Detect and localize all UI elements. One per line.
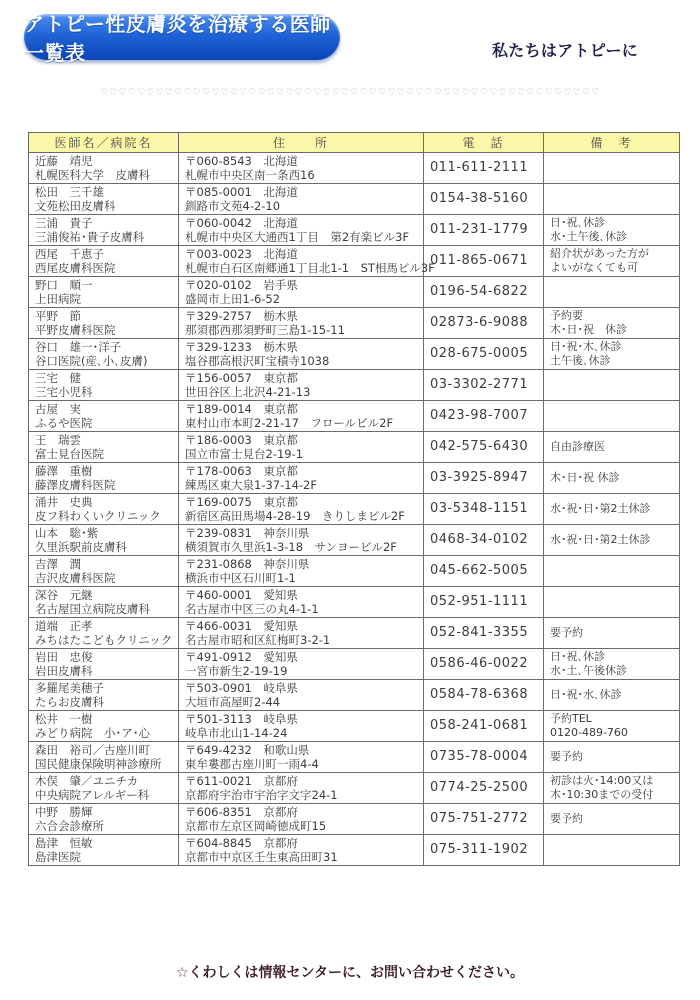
phone-cell: 0774-25-2500: [424, 773, 544, 804]
postal-code: 〒503-0901 岐阜県: [185, 681, 298, 695]
hospital-name: 上田病院: [35, 292, 81, 306]
hospital-name: 島津医院: [35, 850, 81, 864]
address-cell: [179, 804, 424, 835]
doctor-cell: [29, 525, 179, 556]
table-row: [29, 649, 680, 680]
doctor-name: 松井 一樹: [35, 712, 93, 726]
note-line-2: 木･日･祝 休診: [550, 323, 627, 336]
doctor-cell: [29, 742, 179, 773]
street-address: 横須賀市久里浜1-3-18 サンヨービル2F: [185, 540, 397, 554]
doctor-name: 古屋 実: [35, 402, 81, 416]
phone-cell: 0584-78-6368: [424, 680, 544, 711]
street-address: 札幌市中央区南一条西16: [185, 168, 315, 182]
hospital-name: 久里浜駅前皮膚科: [35, 540, 127, 554]
doctor-cell: [29, 308, 179, 339]
doctor-cell: [29, 649, 179, 680]
note-line-1: 水･祝･日･第2土休診: [550, 502, 651, 515]
phone-cell: 0154-38-5160: [424, 184, 544, 215]
street-address: 塩谷郡高根沢町宝積寺1038: [185, 354, 330, 368]
postal-code: 〒460-0001 愛知県: [185, 588, 298, 602]
note-line-2: よいがなくても可: [550, 261, 638, 274]
notes-cell: [544, 401, 680, 432]
doctor-name: 野口 順一: [35, 278, 93, 292]
doctor-cell: [29, 401, 179, 432]
street-address: 札幌市白石区南郷通1丁目北1-1 ST相馬ビル3F: [185, 261, 435, 275]
phone-cell: 045-662-5005: [424, 556, 544, 587]
phone-cell: 011-231-1779: [424, 215, 544, 246]
table-row: [29, 556, 680, 587]
doctor-cell: [29, 680, 179, 711]
address-cell: [179, 215, 424, 246]
phone-cell: 0468-34-0102: [424, 525, 544, 556]
notes-cell: [544, 680, 680, 711]
doctor-cell: [29, 804, 179, 835]
address-cell: [179, 277, 424, 308]
table-row: [29, 618, 680, 649]
hospital-name: ふるや医院: [35, 416, 93, 430]
street-address: 那須郡西那須野町三島1-15-11: [185, 323, 345, 337]
address-cell: [179, 556, 424, 587]
table-row: [29, 308, 680, 339]
notes-cell: [544, 370, 680, 401]
column-header-phone: 電 話: [424, 133, 544, 153]
postal-code: 〒169-0075 東京都: [185, 495, 298, 509]
doctor-name: 島津 恒敏: [35, 836, 93, 850]
doctor-cell: [29, 153, 179, 184]
doctor-name: 谷口 雄一･洋子: [35, 340, 122, 354]
phone-cell: 028-675-0005: [424, 339, 544, 370]
street-address: 京都市左京区岡崎徳成町15: [185, 819, 327, 833]
address-cell: [179, 463, 424, 494]
street-address: 京都府宇治市宇治字文字24-1: [185, 788, 338, 802]
postal-code: 〒156-0057 東京都: [185, 371, 298, 385]
doctor-name: 山本 聡･紫: [35, 526, 99, 540]
note-line-1: 日･祝､休診: [550, 216, 605, 229]
note-line-2: 土午後､休診: [550, 354, 611, 367]
address-cell: [179, 339, 424, 370]
postal-code: 〒611-0021 京都府: [185, 774, 298, 788]
note-line-2: 水･土､午後休診: [550, 664, 627, 677]
postal-code: 〒085-0001 北海道: [185, 185, 298, 199]
postal-code: 〒329-2757 栃木県: [185, 309, 298, 323]
postal-code: 〒060-8543 北海道: [185, 154, 298, 168]
doctor-cell: [29, 215, 179, 246]
phone-cell: 058-241-0681: [424, 711, 544, 742]
doctor-name: 藤澤 重樹: [35, 464, 93, 478]
note-line-1: 日･祝､休診: [550, 650, 605, 663]
address-cell: [179, 618, 424, 649]
notes-cell: [544, 618, 680, 649]
star-icon: ☆: [175, 965, 189, 981]
postal-code: 〒239-0831 神奈川県: [185, 526, 310, 540]
notes-cell: [544, 494, 680, 525]
notes-cell: [544, 432, 680, 463]
notes-cell: [544, 153, 680, 184]
doctor-cell: [29, 370, 179, 401]
postal-code: 〒329-1233 栃木県: [185, 340, 298, 354]
doctor-name: 吉澤 潤: [35, 557, 81, 571]
notes-cell: [544, 463, 680, 494]
street-address: 岐阜市北山1-14-24: [185, 726, 288, 740]
street-address: 京都市中京区壬生東高田町31: [185, 850, 338, 864]
table-row: [29, 680, 680, 711]
phone-cell: 03-3925-8947: [424, 463, 544, 494]
address-cell: [179, 401, 424, 432]
phone-cell: 075-751-2772: [424, 804, 544, 835]
postal-code: 〒466-0031 愛知県: [185, 619, 298, 633]
notes-cell: [544, 556, 680, 587]
notes-cell: [544, 184, 680, 215]
doctor-name: 王 瑞雲: [35, 433, 81, 447]
note-line-2: 水･土午後､休診: [550, 230, 627, 243]
table-row: [29, 184, 680, 215]
column-header-notes: 備 考: [544, 133, 680, 153]
hospital-name: 三浦俊祐･貴子皮膚科: [35, 230, 145, 244]
address-cell: [179, 680, 424, 711]
address-cell: [179, 835, 424, 866]
hospital-name: たらお皮膚科: [35, 695, 104, 709]
table-row: [29, 401, 680, 432]
phone-cell: 03-3302-2771: [424, 370, 544, 401]
page-title: アトピー性皮膚炎を治療する医師一覧表: [24, 12, 331, 65]
address-cell: [179, 184, 424, 215]
phone-cell: 02873-6-9088: [424, 308, 544, 339]
note-line-1: 水･祝･日･第2土休診: [550, 533, 651, 546]
note-line-1: 日･祝･水､休診: [550, 688, 622, 701]
note-line-1: 木･日･祝 休診: [550, 471, 620, 484]
table-row: [29, 153, 680, 184]
notes-cell: [544, 215, 680, 246]
hospital-name: 吉沢皮膚科医院: [35, 571, 116, 585]
doctor-name: 深谷 元継: [35, 588, 93, 602]
address-cell: [179, 494, 424, 525]
phone-cell: 0586-46-0022: [424, 649, 544, 680]
hospital-name: 皮フ科わくいクリニック: [35, 509, 161, 523]
hospital-name: 西尾皮膚科医院: [35, 261, 116, 275]
doctor-name: 道端 正孝: [35, 619, 93, 633]
address-cell: [179, 432, 424, 463]
doctor-name: 涌井 史典: [35, 495, 93, 509]
doctor-cell: [29, 711, 179, 742]
postal-code: 〒020-0102 岩手県: [185, 278, 298, 292]
doctor-name: 平野 節: [35, 309, 81, 323]
hospital-name: 六合会診療所: [35, 819, 104, 833]
address-cell: [179, 649, 424, 680]
hospital-name: みちはたこどもクリニック: [35, 633, 173, 647]
notes-cell: [544, 711, 680, 742]
street-address: 国立市富士見台2-19-1: [185, 447, 304, 461]
address-cell: [179, 246, 435, 277]
doctor-cell: [29, 618, 179, 649]
address-cell: [179, 525, 424, 556]
postal-code: 〒060-0042 北海道: [185, 216, 298, 230]
notes-cell: [544, 246, 680, 277]
phone-cell: 0735-78-0004: [424, 742, 544, 773]
address-cell: [179, 587, 424, 618]
street-address: 大垣市高屋町2-44: [185, 695, 281, 709]
street-address: 名古屋市昭和区紅梅町3-2-1: [185, 633, 331, 647]
hospital-name: 文苑松田皮膚科: [35, 199, 116, 213]
hospital-name: 藤澤皮膚科医院: [35, 478, 116, 492]
doctor-cell: [29, 835, 179, 866]
notes-cell: [544, 773, 680, 804]
doctor-name: 近藤 靖児: [35, 154, 93, 168]
doctor-name: 木俣 肇／ユニチカ: [35, 774, 139, 788]
doctor-cell: [29, 184, 179, 215]
doctor-name: 中野 勝輝: [35, 805, 93, 819]
notes-cell: [544, 835, 680, 866]
notes-cell: [544, 649, 680, 680]
hospital-name: 平野皮膚科医院: [35, 323, 116, 337]
street-address: 札幌市中央区大通西1丁目 第2有楽ビル3F: [185, 230, 410, 244]
street-address: 名古屋市中区三の丸4-1-1: [185, 602, 319, 616]
street-address: 東牟婁郡古座川町一雨4-4: [185, 757, 319, 771]
notes-cell: [544, 587, 680, 618]
doctor-name: 岩田 忠俊: [35, 650, 93, 664]
postal-code: 〒649-4232 和歌山県: [185, 743, 310, 757]
table-header-row: [29, 133, 680, 153]
table-row: [29, 835, 680, 866]
table-row: [29, 463, 680, 494]
notes-cell: [544, 525, 680, 556]
address-cell: [179, 773, 424, 804]
postal-code: 〒501-3113 岐阜県: [185, 712, 298, 726]
phone-cell: 011-611-2111: [424, 153, 544, 184]
note-line-1: 日･祝･木､休診: [550, 340, 622, 353]
address-cell: [179, 153, 424, 184]
doctor-cell: [29, 432, 179, 463]
hospital-name: みどり病院 小･ア･心: [35, 726, 150, 740]
doctor-cell: [29, 494, 179, 525]
note-line-1: 要予約: [550, 626, 583, 639]
doctor-cell: [29, 587, 179, 618]
doctor-name: 多羅尾美穂子: [35, 681, 104, 695]
table-row: [29, 215, 680, 246]
table-row: [29, 711, 680, 742]
hospital-name: 国民健康保険明神診療所: [35, 757, 162, 771]
note-line-1: 自由診療医: [550, 440, 605, 453]
doctor-cell: [29, 463, 179, 494]
postal-code: 〒186-0003 東京都: [185, 433, 298, 447]
doctor-cell: [29, 277, 179, 308]
doctor-cell: [29, 556, 179, 587]
hospital-name: 中央病院アレルギー科: [35, 788, 150, 802]
footer-note: [0, 962, 700, 982]
doctor-name: 三宅 健: [35, 371, 81, 385]
notes-cell: [544, 804, 680, 835]
table-row: [29, 742, 680, 773]
table-row: [29, 370, 680, 401]
postal-code: 〒604-8845 京都府: [185, 836, 298, 850]
doctor-list-table: [28, 132, 680, 866]
address-cell: [179, 370, 424, 401]
subtitle: 私たちはアトピーに: [492, 41, 639, 60]
table-row: [29, 246, 680, 277]
postal-code: 〒178-0063 東京都: [185, 464, 298, 478]
street-address: 一宮市新生2-19-19: [185, 664, 288, 678]
decorative-divider: ♡♡♡♡♡♡♡♡♡♡♡♡♡♡♡♡♡♡♡♡♡♡♡♡♡♡♡♡♡♡♡♡♡♡♡♡♡♡♡♡♡♡♡♡♡♡♡♡♡♡♡♡♡♡: [100, 88, 601, 98]
notes-cell: [544, 339, 680, 370]
phone-cell: 0196-54-6822: [424, 277, 544, 308]
street-address: 世田谷区上北沢4-21-13: [185, 385, 311, 399]
doctor-name: 三浦 貴子: [35, 216, 93, 230]
note-line-2: 0120-489-760: [550, 726, 628, 739]
doctor-name: 松田 三千雄: [35, 185, 104, 199]
postal-code: 〒189-0014 東京都: [185, 402, 298, 416]
street-address: 横浜市中区石川町1-1: [185, 571, 296, 585]
table-row: [29, 432, 680, 463]
table-row: [29, 494, 680, 525]
table-row: [29, 587, 680, 618]
title-banner: [24, 12, 340, 65]
address-cell: [179, 711, 424, 742]
column-header-doctor: 医師名／病院名: [29, 133, 179, 153]
doctor-cell: [29, 773, 179, 804]
phone-cell: 052-951-1111: [424, 587, 544, 618]
address-cell: [179, 308, 424, 339]
table-row: [29, 773, 680, 804]
table-row: [29, 339, 680, 370]
phone-cell: 075-311-1902: [424, 835, 544, 866]
doctor-name: 森田 裕司／古座川町: [35, 743, 150, 757]
street-address: 盛岡市上田1-6-52: [185, 292, 281, 306]
note-line-1: 初診は火･14:00又は: [550, 774, 654, 787]
notes-cell: [544, 277, 680, 308]
postal-code: 〒606-8351 京都府: [185, 805, 298, 819]
note-line-1: 紹介状があった方が: [550, 247, 649, 260]
table-row: [29, 525, 680, 556]
doctor-cell: [29, 339, 179, 370]
column-header-address: 住 所: [179, 133, 424, 153]
doctor-cell: [29, 246, 179, 277]
postal-code: 〒491-0912 愛知県: [185, 650, 298, 664]
note-line-1: 予約要: [550, 309, 583, 322]
hospital-name: 富士見台医院: [35, 447, 104, 461]
notes-cell: [544, 308, 680, 339]
note-line-1: 要予約: [550, 750, 583, 763]
postal-code: 〒003-0023 北海道: [185, 247, 298, 261]
note-line-2: 木･10:30までの受付: [550, 788, 654, 801]
hospital-name: 札幌医科大学 皮膚科: [35, 168, 150, 182]
phone-cell: 011-865-0671: [424, 246, 544, 277]
footer-text: くわしくは情報センターに、お問い合わせください。: [188, 965, 524, 981]
address-cell: [179, 742, 424, 773]
street-address: 東村山市本町2-21-17 フロールビル2F: [185, 416, 394, 430]
notes-cell: [544, 742, 680, 773]
hospital-name: 三宅小児科: [35, 385, 93, 399]
phone-cell: 052-841-3355: [424, 618, 544, 649]
hospital-name: 谷口医院(産､小､皮膚): [35, 354, 148, 368]
street-address: 練馬区東大泉1-37-14-2F: [185, 478, 317, 492]
hospital-name: 岩田皮膚科: [35, 664, 93, 678]
street-address: 釧路市文苑4-2-10: [185, 199, 281, 213]
postal-code: 〒231-0868 神奈川県: [185, 557, 310, 571]
table-row: [29, 277, 680, 308]
doctor-name: 西尾 千恵子: [35, 247, 104, 261]
note-line-1: 要予約: [550, 812, 583, 825]
phone-cell: 03-5348-1151: [424, 494, 544, 525]
note-line-1: 予約TEL: [550, 712, 592, 725]
hospital-name: 名古屋国立病院皮膚科: [35, 602, 150, 616]
phone-cell: 042-575-6430: [424, 432, 544, 463]
street-address: 新宿区高田馬場4-28-19 きりしまビル2F: [185, 509, 405, 523]
phone-cell: 0423-98-7007: [424, 401, 544, 432]
table-row: [29, 804, 680, 835]
